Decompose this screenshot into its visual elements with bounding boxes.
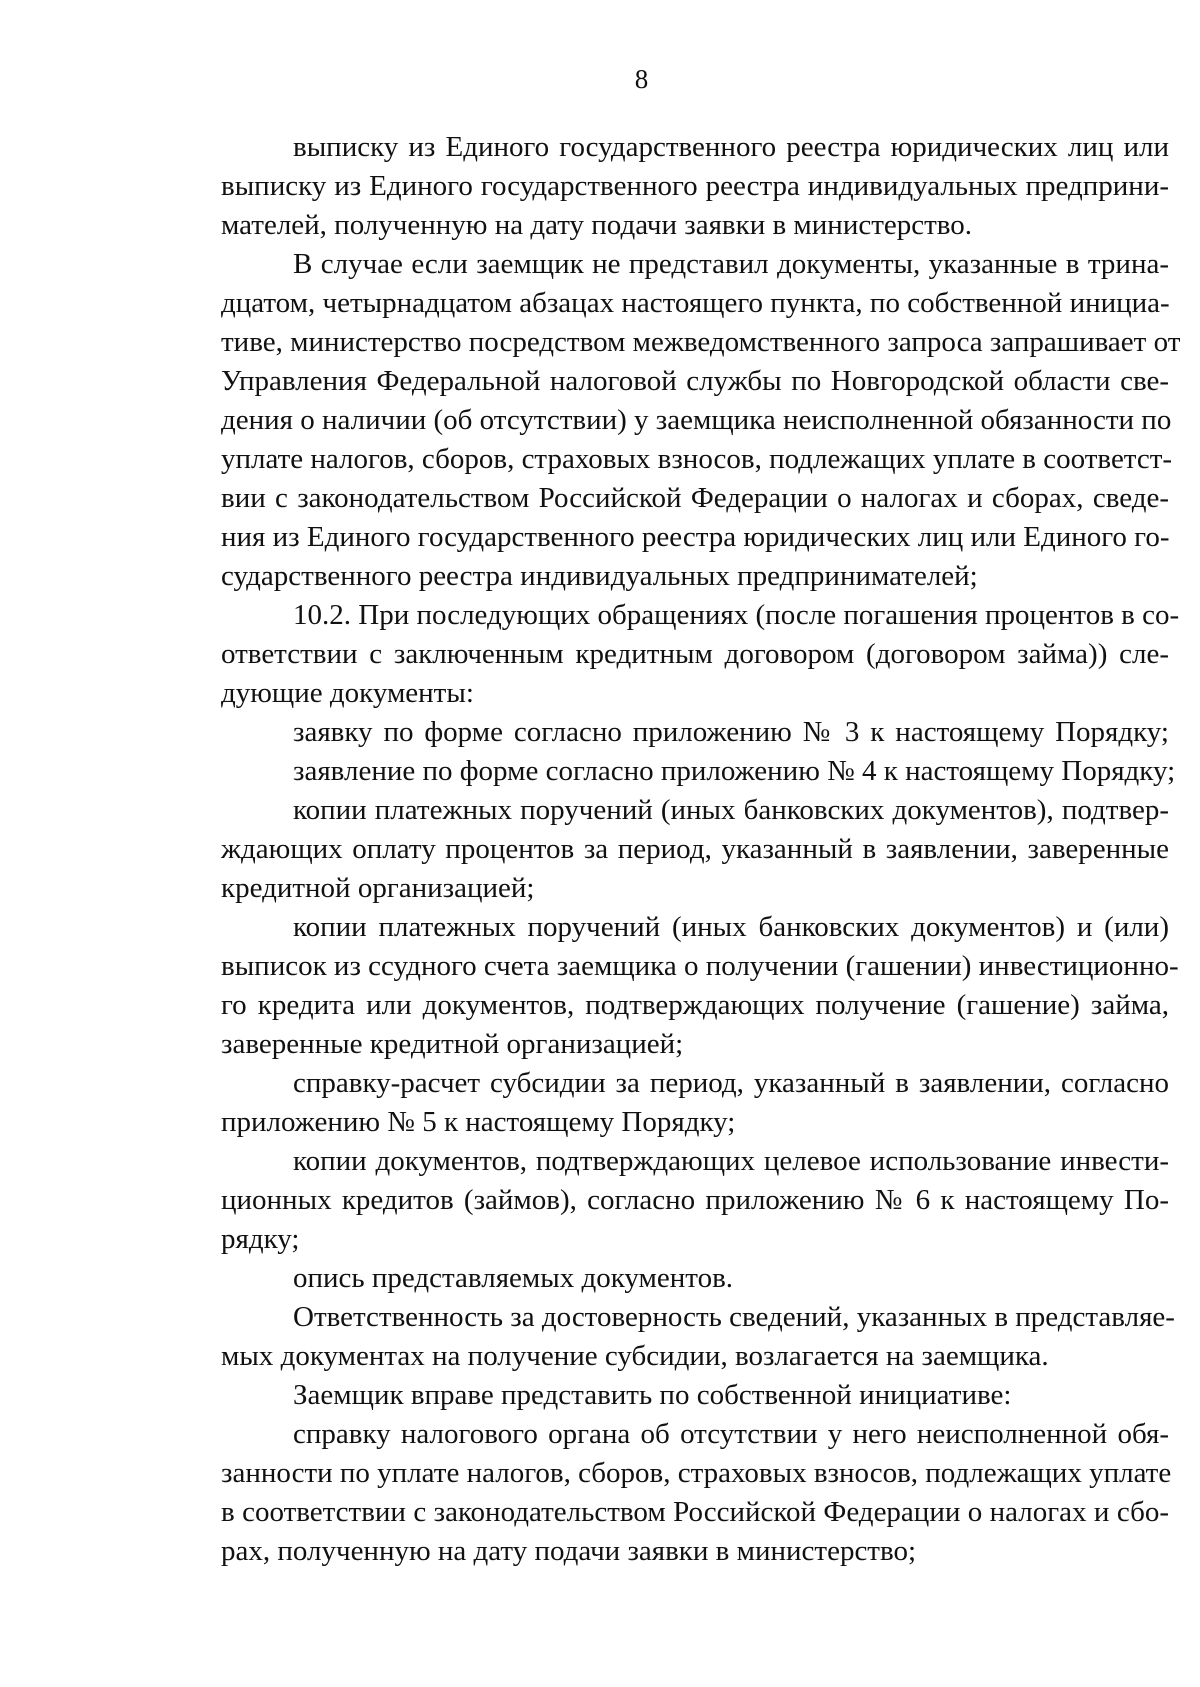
text-line: дения о наличии (об отсутствии) у заемщика неисполненной обязанности по: [221, 404, 1172, 436]
text-line: В случае если заемщик не представил документы, указанные в трина-: [293, 248, 1169, 280]
text-line: 10.2. При последующих обращениях (после погашения процентов в со-: [293, 599, 1180, 631]
text-line: Управления Федеральной налоговой службы по Новгородской области све-: [221, 365, 1169, 397]
text-line: уплате налогов, сборов, страховых взносов, подлежащих уплате в соответст-: [221, 443, 1173, 475]
text-line: выписку из Единого государственного реестра юридических лиц или: [293, 131, 1169, 163]
text-line: мых документах на получение субсидии, возлагается на заемщика.: [221, 1340, 1049, 1372]
text-line: мателей, полученную на дату подачи заявки в министерство.: [221, 209, 973, 241]
text-line: ционных кредитов (займов), согласно приложению № 6 к настоящему По-: [221, 1184, 1169, 1216]
text-line: тиве, министерство посредством межведомственного запроса запрашивает от: [221, 326, 1181, 358]
text-line: Заемщик вправе представить по собственной инициативе:: [293, 1379, 1012, 1411]
text-line: справку налогового органа об отсутствии у него неисполненной обя-: [293, 1418, 1169, 1450]
page-number: 8: [634, 64, 649, 94]
text-line: дующие документы:: [221, 677, 474, 709]
text-line: в соответствии с законодательством Российской Федерации о налогах и сбо-: [221, 1496, 1169, 1528]
text-line: кредитной организацией;: [221, 872, 535, 904]
text-line: опись представляемых документов.: [293, 1262, 734, 1294]
text-line: копии документов, подтверждающих целевое использование инвести-: [293, 1145, 1169, 1177]
text-line: занности по уплате налогов, сборов, страховых взносов, подлежащих уплате: [221, 1457, 1172, 1489]
text-line: приложению № 5 к настоящему Порядку;: [221, 1106, 736, 1138]
text-line: ответствии с заключенным кредитным договором (договором займа)) сле-: [221, 638, 1169, 670]
text-line: ждающих оплату процентов за период, указанный в заявлении, заверенные: [221, 833, 1169, 865]
text-line: рядку;: [221, 1223, 300, 1255]
text-line: Ответственность за достоверность сведений, указанных в представляе-: [293, 1301, 1175, 1333]
text-line: сударственного реестра индивидуальных предпринимателей;: [221, 560, 978, 592]
text-line: ния из Единого государственного реестра юридических лиц или Единого го-: [221, 521, 1170, 553]
text-line: го кредита или документов, подтверждающих получение (гашение) займа,: [221, 989, 1169, 1021]
text-line: рах, полученную на дату подачи заявки в министерство;: [221, 1535, 917, 1567]
document-body: [221, 128, 1181, 1571]
text-line: справку-расчет субсидии за период, указанный в заявлении, согласно: [293, 1067, 1169, 1099]
text-line: выписок из ссудного счета заемщика о получении (гашении) инвестиционно-: [221, 950, 1179, 982]
text-line: заверенные кредитной организацией;: [221, 1028, 684, 1060]
text-line: вии с законодательством Российской Федерации о налогах и сборах, сведе-: [221, 482, 1169, 514]
text-line: копии платежных поручений (иных банковских документов), подтвер-: [293, 794, 1169, 826]
text-line: дцатом, четырнадцатом абзацах настоящего пункта, по собственной инициа-: [221, 287, 1170, 319]
text-line: заявление по форме согласно приложению № 4 к настоящему Порядку;: [293, 755, 1176, 787]
text-line: выписку из Единого государственного реестра индивидуальных предприни-: [221, 170, 1169, 202]
text-line: копии платежных поручений (иных банковских документов) и (или): [293, 911, 1169, 943]
text-line: заявку по форме согласно приложению № 3 к настоящему Порядку;: [293, 716, 1169, 748]
